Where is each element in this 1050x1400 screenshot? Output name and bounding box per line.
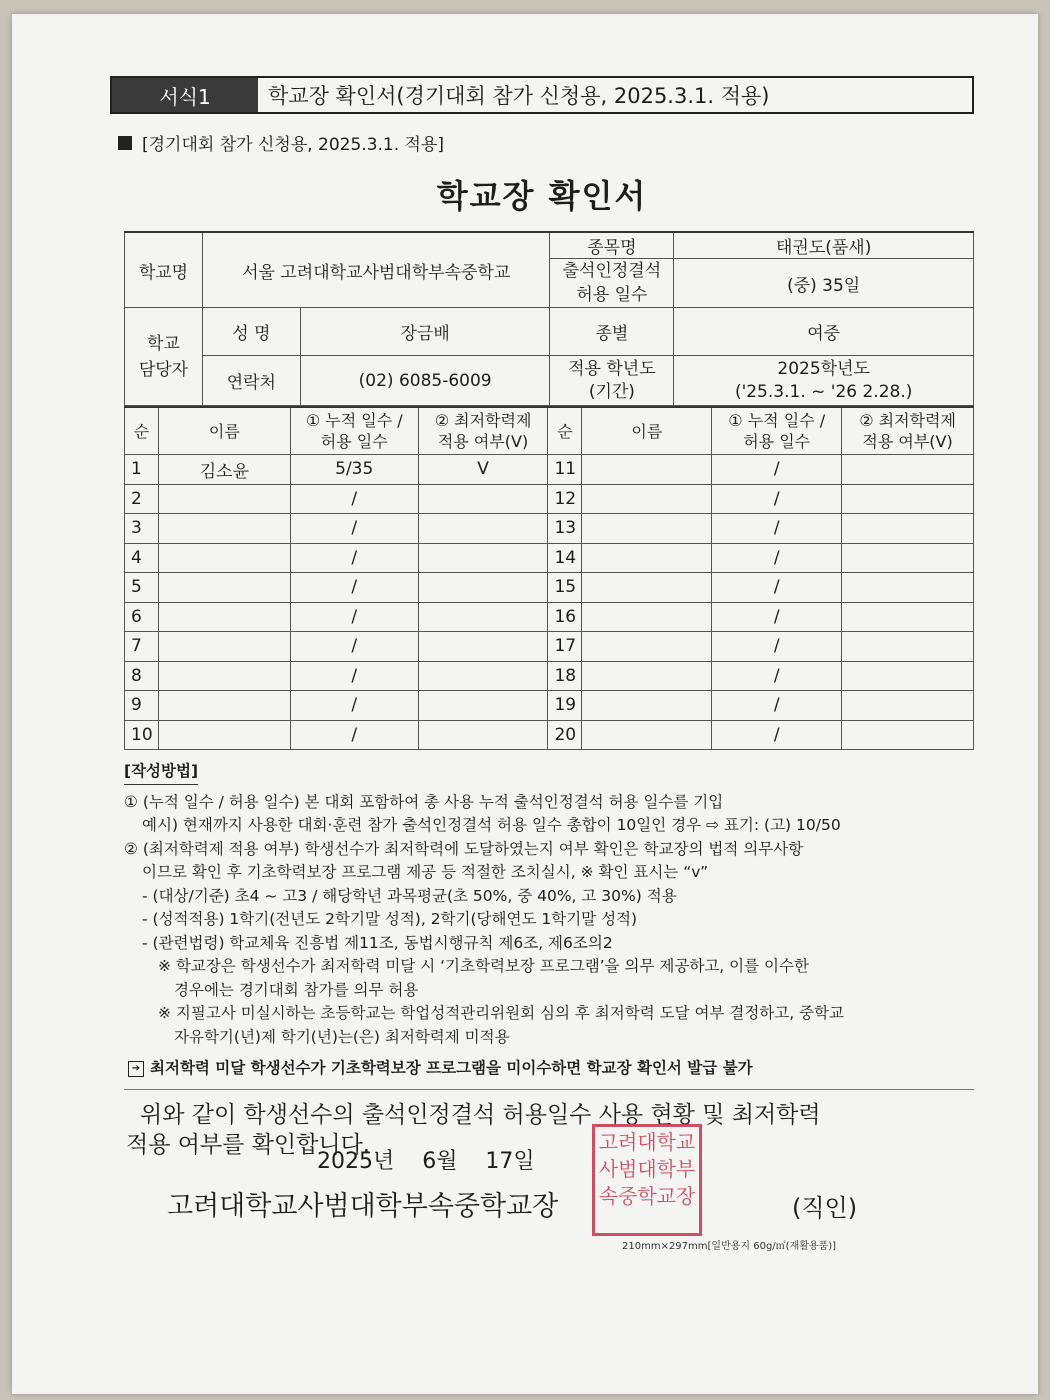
row-days: /	[290, 514, 418, 544]
table-row	[125, 484, 974, 514]
row-name	[582, 514, 712, 544]
row-days: /	[290, 661, 418, 691]
row-no: 11	[548, 455, 582, 485]
row-no: 8	[125, 661, 159, 691]
table-row	[125, 543, 974, 573]
row-days: /	[712, 632, 842, 662]
row-days: /	[712, 691, 842, 721]
row-min	[842, 632, 974, 662]
manager-label-1: 학교	[147, 333, 180, 354]
instruction-line: ② (최저학력제 적용 여부) 학생선수가 최저학력에 도달하였는지 여부 확인은 학교장의 법적 의무사항	[124, 839, 804, 858]
form-header	[110, 76, 974, 114]
row-days: /	[712, 602, 842, 632]
year-label-2: (기간)	[588, 381, 635, 402]
form-title: 학교장 확인서(경기대회 참가 신청용, 2025.3.1. 적용)	[268, 84, 770, 108]
issue-date: 2025년 6월 17일	[317, 1149, 535, 1174]
row-min	[418, 543, 548, 573]
row-days: /	[290, 632, 418, 662]
row-days: /	[712, 514, 842, 544]
col-days-2-1: ① 누적 일수 /	[728, 411, 826, 430]
year-value	[674, 356, 974, 406]
row-no: 9	[125, 691, 159, 721]
attendance-label	[550, 259, 674, 308]
row-name: 김소윤	[158, 455, 290, 485]
instruction-line: 경우에는 경기대회 참가를 의무 허용	[174, 980, 419, 999]
row-days: /	[712, 455, 842, 485]
row-min	[418, 602, 548, 632]
row-no: 18	[548, 661, 582, 691]
row-min	[842, 573, 974, 603]
row-days: 5/35	[290, 455, 418, 485]
row-no: 13	[548, 514, 582, 544]
row-min	[418, 514, 548, 544]
row-name	[158, 484, 290, 514]
year-value-1: 2025학년도	[777, 358, 870, 379]
row-min	[842, 484, 974, 514]
row-name	[158, 661, 290, 691]
col-no-2: 순	[548, 407, 582, 455]
instructions	[124, 760, 974, 1081]
row-no: 1	[125, 455, 159, 485]
form-tag: 서식1	[112, 78, 258, 112]
row-name	[582, 455, 712, 485]
instructions-heading: [작성방법]	[124, 760, 198, 785]
category-label: 종별	[550, 308, 674, 356]
row-no: 17	[548, 632, 582, 662]
row-min	[418, 661, 548, 691]
attendance-value: (중) 35일	[674, 259, 974, 308]
col-days	[290, 407, 418, 455]
table-row	[125, 632, 974, 662]
row-no: 20	[548, 720, 582, 750]
student-table	[124, 406, 974, 750]
row-name	[582, 573, 712, 603]
row-min	[418, 632, 548, 662]
row-no: 14	[548, 543, 582, 573]
table-row	[125, 455, 974, 485]
row-no: 19	[548, 691, 582, 721]
row-name	[158, 573, 290, 603]
row-name	[582, 543, 712, 573]
row-min	[842, 543, 974, 573]
row-min	[418, 573, 548, 603]
row-min	[842, 514, 974, 544]
row-days: /	[712, 543, 842, 573]
divider	[124, 1089, 974, 1090]
principal-name: 고려대학교사범대학부속중학교장	[167, 1191, 559, 1222]
row-name	[158, 602, 290, 632]
instruction-line: - (관련법령) 학교체육 진흥법 제11조, 동법시행규칙 제6조, 제6조의2	[142, 933, 613, 952]
instruction-line: ※ 지필고사 미실시하는 초등학교는 학업성적관리위원회 심의 후 최저학력 도달 여부 결정하고, 중학교	[158, 1004, 845, 1022]
year-label	[550, 356, 674, 406]
name-value: 장금배	[300, 308, 550, 356]
row-days: /	[712, 720, 842, 750]
col-min-1: ② 최저학력제	[434, 411, 532, 430]
sport-label: 종목명	[550, 232, 674, 259]
table-row	[125, 691, 974, 721]
col-min-2: 적용 여부(V)	[437, 432, 529, 451]
row-no: 12	[548, 484, 582, 514]
instruction-line: - (대상/기준) 초4 ~ 고3 / 해당학년 과목평균(초 50%, 중 40%, 고 30%) 적용	[142, 886, 677, 905]
name-label: 성 명	[202, 308, 300, 356]
row-name	[582, 661, 712, 691]
manager-label-2: 담당자	[138, 359, 189, 380]
instruction-line: ① (누적 일수 / 허용 일수) 본 대회 포함하여 총 사용 누적 출석인정결석 허용 일수를 기입	[124, 792, 724, 811]
row-days: /	[290, 691, 418, 721]
info-table	[124, 231, 974, 406]
table-row	[125, 661, 974, 691]
row-name	[158, 632, 290, 662]
row-no: 10	[125, 720, 159, 750]
row-name	[158, 720, 290, 750]
col-days-2col	[712, 407, 842, 455]
year-label-1: 적용 학년도	[568, 358, 656, 379]
row-name	[158, 514, 290, 544]
row-days: /	[712, 573, 842, 603]
row-min	[418, 484, 548, 514]
row-no: 5	[125, 573, 159, 603]
warning-text: 최저학력 미달 학생선수가 기초학력보장 프로그램을 미이수하면 학교장 확인서 발급 불가	[150, 1059, 753, 1077]
row-min	[418, 720, 548, 750]
row-no: 4	[125, 543, 159, 573]
col-min-2col	[842, 407, 974, 455]
table-row	[125, 602, 974, 632]
col-min-2-2: 적용 여부(V)	[862, 432, 953, 451]
warning-note	[124, 1057, 974, 1081]
row-name	[582, 602, 712, 632]
page-title: 학교장 확인서	[436, 177, 648, 215]
row-no: 2	[125, 484, 159, 514]
col-days-1: ① 누적 일수 /	[305, 411, 403, 430]
row-no: 7	[125, 632, 159, 662]
instruction-line: ※ 학교장은 학생선수가 최저학력 미달 시 ‘기초학력보장 프로그램’을 의무 제공하고, 이를 이수한	[158, 957, 809, 975]
row-min	[842, 720, 974, 750]
row-name	[582, 632, 712, 662]
row-days: /	[290, 573, 418, 603]
row-min	[842, 661, 974, 691]
sport-value: 태권도(품새)	[674, 232, 974, 259]
row-name	[582, 691, 712, 721]
contact-value: (02) 6085-6009	[300, 356, 550, 406]
square-bullet-icon	[118, 136, 132, 150]
category-value: 여중	[674, 308, 974, 356]
row-min: V	[418, 455, 548, 485]
sub-note-text: [경기대회 참가 신청용, 2025.3.1. 적용]	[142, 135, 445, 155]
confirm-line-2: 적용 여부를 확인합니다.	[126, 1131, 371, 1158]
col-min	[418, 407, 548, 455]
manager-label	[125, 308, 203, 406]
row-no: 15	[548, 573, 582, 603]
col-days-2-2: 허용 일수	[743, 432, 811, 451]
col-name: 이름	[158, 407, 290, 455]
confirm-line-1: 위와 같이 학생선수의 출석인정결석 허용일수 사용 현황 및 최저학력	[140, 1101, 821, 1128]
arrow-box-icon: ➔	[128, 1061, 144, 1077]
row-name	[582, 484, 712, 514]
seal-label: (직인)	[792, 1194, 858, 1222]
table-header-row	[125, 407, 974, 455]
contact-label: 연락처	[202, 356, 300, 406]
row-min	[842, 455, 974, 485]
table-row	[125, 573, 974, 603]
document-page	[12, 14, 1038, 1394]
row-days: /	[712, 661, 842, 691]
row-days: /	[290, 720, 418, 750]
row-name	[582, 720, 712, 750]
row-no: 16	[548, 602, 582, 632]
row-min	[418, 691, 548, 721]
school-value: 서울 고려대학교사범대학부속중학교	[202, 232, 550, 308]
attendance-label-2: 허용 일수	[576, 285, 648, 305]
col-no: 순	[125, 407, 159, 455]
row-name	[158, 543, 290, 573]
instruction-line: 자유학기(년)제 학기(년)는(은) 최저학력제 미적용	[174, 1027, 510, 1046]
col-min-2-1: ② 최저학력제	[859, 411, 956, 430]
instruction-line: - (성적적용) 1학기(전년도 2학기말 성적), 2학기(당해연도 1학기말 성적)	[142, 910, 638, 928]
paper-spec-footnote: 210mm×297mm[일반용지 60g/㎡(재활용품)]	[622, 1241, 837, 1252]
row-days: /	[290, 602, 418, 632]
row-name	[158, 691, 290, 721]
confirmation-text	[126, 1100, 974, 1160]
table-row	[125, 514, 974, 544]
instruction-line: 예시) 현재까지 사용한 대회·훈련 참가 출석인정결석 허용 일수 총합이 10일인 경우 ⇨ 표기: (고) 10/50	[142, 816, 841, 834]
instruction-line: 이므로 확인 후 기초학력보장 프로그램 제공 등 적절한 조치실시, ※ 확인 표시는 “v”	[142, 863, 709, 881]
school-label: 학교명	[125, 232, 203, 308]
sub-note	[110, 130, 974, 155]
row-min	[842, 691, 974, 721]
official-seal-icon: 고려대학교사범대학부속중학교장	[592, 1124, 702, 1236]
row-no: 6	[125, 602, 159, 632]
row-days: /	[290, 484, 418, 514]
row-days: /	[290, 543, 418, 573]
year-value-2: ('25.3.1. ~ '26 2.28.)	[734, 381, 913, 402]
row-min	[842, 602, 974, 632]
row-no: 3	[125, 514, 159, 544]
col-days-2: 허용 일수	[320, 432, 388, 451]
col-name-2: 이름	[582, 407, 712, 455]
table-row	[125, 720, 974, 750]
attendance-label-1: 출석인정결석	[562, 261, 662, 281]
row-days: /	[712, 484, 842, 514]
